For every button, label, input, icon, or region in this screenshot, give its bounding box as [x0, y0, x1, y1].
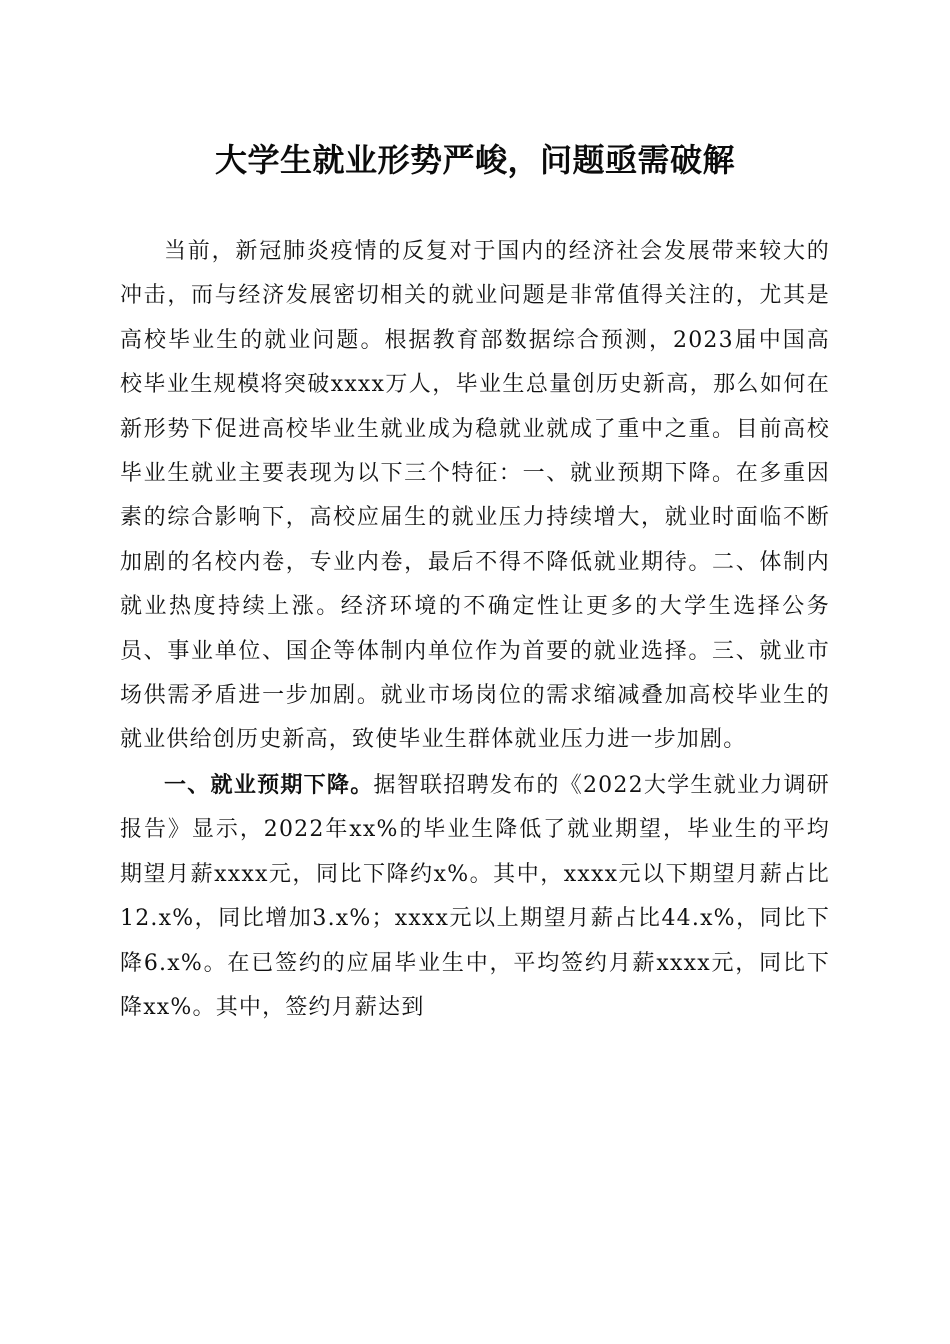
document-body	[120, 230, 830, 1030]
section-1-heading: 一、就业预期下降。	[164, 771, 374, 798]
section-1-text: 据智联招聘发布的《2022大学生就业力调研报告》显示，2022年xx%的毕业生降低了就业期望，毕业生的平均期望月薪xxxx元，同比下降约x%。其中，xxxx元以下期望月薪占比12.x%，同比增加3.x%；xxxx元以上期望月薪占比44.x%，同比下降6.x%。在已签约的应届毕业生中，平均签约月薪xxxx元，同比下降xx%。其中，签约月薪达到	[120, 772, 830, 1020]
document-title: 大学生就业形势严峻，问题亟需破解	[214, 141, 735, 179]
paragraph-intro-text: 当前，新冠肺炎疫情的反复对于国内的经济社会发展带来较大的冲击，而与经济发展密切相关的就业问题是非常值得关注的，尤其是高校毕业生的就业问题。根据教育部数据综合预测，2023届中国高校毕业生规模将突破xxxx万人，毕业生总量创历史新高，那么如何在新形势下促进高校毕业生就业成为稳就业就成了重中之重。目前高校毕业生就业主要表现为以下三个特征：一、就业预期下降。在多重因素的综合影响下，高校应届生的就业压力持续增大，就业时面临不断加剧的名校内卷，专业内卷，最后不得不降低就业期待。二、体制内就业热度持续上涨。经济环境的不确定性让更多的大学生选择公务员、事业单位、国企等体制内单位作为首要的就业选择。三、就业市场供需矛盾进一步加剧。就业市场岗位的需求缩减叠加高校毕业生的就业供给创历史新高，致使毕业生群体就业压力进一步加剧。	[120, 239, 830, 753]
paragraph-intro	[120, 230, 830, 763]
paragraph-section-1	[120, 763, 830, 1030]
